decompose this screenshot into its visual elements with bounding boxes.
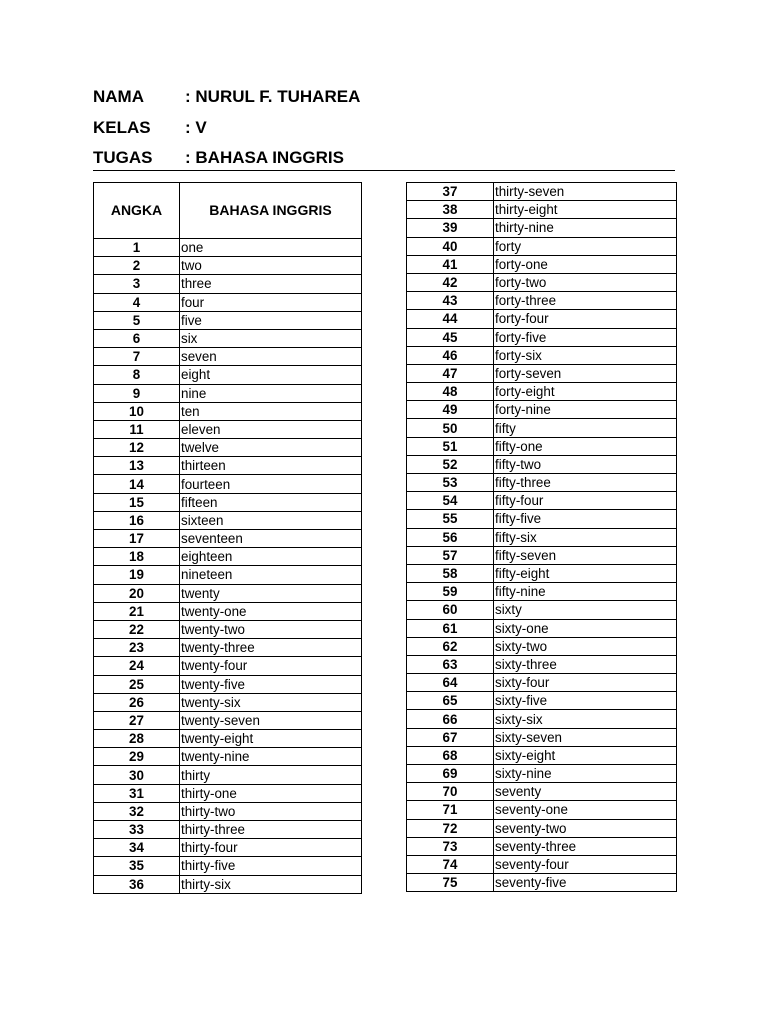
table-row (94, 693, 362, 711)
number-cell: 62 (407, 637, 494, 655)
number-cell: 51 (407, 437, 494, 455)
number-cell: 38 (407, 201, 494, 219)
english-word-cell: twenty-nine (180, 748, 362, 766)
english-word-cell: sixty-six (494, 710, 677, 728)
table-row (407, 346, 677, 364)
number-cell: 61 (407, 619, 494, 637)
number-cell: 59 (407, 583, 494, 601)
english-word-cell: fifty-four (494, 492, 677, 510)
number-cell: 58 (407, 564, 494, 582)
table-row (94, 275, 362, 293)
english-word-cell: twenty-seven (180, 711, 362, 729)
numbers-table-left (93, 182, 362, 894)
english-word-cell: forty-two (494, 273, 677, 291)
table-row (407, 219, 677, 237)
number-cell: 9 (94, 384, 180, 402)
number-cell: 24 (94, 657, 180, 675)
english-word-cell: fifty-eight (494, 564, 677, 582)
english-word-cell: sixty-seven (494, 728, 677, 746)
table-row (407, 510, 677, 528)
number-cell: 63 (407, 655, 494, 673)
number-cell: 54 (407, 492, 494, 510)
english-word-cell: seventy-four (494, 855, 677, 873)
number-cell: 44 (407, 310, 494, 328)
table-row (407, 455, 677, 473)
english-word-cell: twenty-one (180, 602, 362, 620)
number-cell: 42 (407, 273, 494, 291)
number-cell: 64 (407, 674, 494, 692)
english-word-cell: thirty-six (180, 875, 362, 893)
table-row (94, 548, 362, 566)
table-row (407, 328, 677, 346)
table-row (407, 837, 677, 855)
table-row (94, 420, 362, 438)
english-word-cell: sixty-two (494, 637, 677, 655)
table-row (407, 619, 677, 637)
number-cell: 71 (407, 801, 494, 819)
english-word-cell: forty-six (494, 346, 677, 364)
english-word-cell: fifty-nine (494, 583, 677, 601)
table-row (94, 402, 362, 420)
table-row (94, 329, 362, 347)
table-row (407, 474, 677, 492)
english-word-cell: eight (180, 366, 362, 384)
number-cell: 69 (407, 765, 494, 783)
english-word-cell: nineteen (180, 566, 362, 584)
english-word-cell: forty (494, 237, 677, 255)
english-word-cell: forty-nine (494, 401, 677, 419)
table-row (94, 857, 362, 875)
table-row (407, 746, 677, 764)
table-row (94, 657, 362, 675)
number-cell: 1 (94, 239, 180, 257)
number-cell: 49 (407, 401, 494, 419)
number-cell: 66 (407, 710, 494, 728)
tugas-value: : BAHASA INGGRIS (185, 148, 344, 167)
number-cell: 2 (94, 257, 180, 275)
table-row (94, 784, 362, 802)
number-cell: 12 (94, 439, 180, 457)
number-cell: 56 (407, 528, 494, 546)
number-cell: 18 (94, 548, 180, 566)
number-cell: 46 (407, 346, 494, 364)
number-cell: 65 (407, 692, 494, 710)
number-cell: 10 (94, 402, 180, 420)
english-word-cell: sixty-three (494, 655, 677, 673)
number-cell: 6 (94, 329, 180, 347)
header-divider (93, 170, 675, 171)
english-word-cell: twenty (180, 584, 362, 602)
number-cell: 74 (407, 855, 494, 873)
english-word-cell: fifty-five (494, 510, 677, 528)
english-word-cell: twenty-five (180, 675, 362, 693)
number-cell: 32 (94, 802, 180, 820)
table-row (94, 730, 362, 748)
table-row (407, 601, 677, 619)
table-row (407, 783, 677, 801)
table-row (407, 401, 677, 419)
table-row (94, 584, 362, 602)
table-row (94, 602, 362, 620)
table-row (94, 311, 362, 329)
number-cell: 23 (94, 639, 180, 657)
english-word-cell: four (180, 293, 362, 311)
table-row (94, 839, 362, 857)
kelas-label: KELAS (93, 118, 151, 137)
table-row (407, 492, 677, 510)
number-cell: 75 (407, 874, 494, 892)
english-word-cell: forty-three (494, 292, 677, 310)
english-word-cell: ten (180, 402, 362, 420)
table-header-row (94, 183, 362, 239)
number-cell: 16 (94, 511, 180, 529)
english-word-cell: eighteen (180, 548, 362, 566)
table-row (94, 821, 362, 839)
number-cell: 37 (407, 183, 494, 201)
english-word-cell: three (180, 275, 362, 293)
table-row (407, 292, 677, 310)
table-row (94, 257, 362, 275)
number-cell: 27 (94, 711, 180, 729)
number-cell: 67 (407, 728, 494, 746)
number-cell: 30 (94, 766, 180, 784)
english-word-cell: twenty-three (180, 639, 362, 657)
number-cell: 36 (94, 875, 180, 893)
english-word-cell: thirty-seven (494, 183, 677, 201)
number-cell: 4 (94, 293, 180, 311)
table-row (407, 183, 677, 201)
numbers-table-right (406, 182, 677, 892)
english-word-cell: forty-seven (494, 364, 677, 382)
english-word-cell: seventy-one (494, 801, 677, 819)
english-word-cell: eleven (180, 420, 362, 438)
english-word-cell: five (180, 311, 362, 329)
english-word-cell: twelve (180, 439, 362, 457)
table-row (94, 711, 362, 729)
english-word-cell: sixty-five (494, 692, 677, 710)
number-cell: 19 (94, 566, 180, 584)
english-word-cell: twenty-six (180, 693, 362, 711)
table-row (407, 383, 677, 401)
english-word-cell: thirty-three (180, 821, 362, 839)
table-row (94, 802, 362, 820)
english-word-cell: fifty-six (494, 528, 677, 546)
table-row (407, 728, 677, 746)
english-word-cell: fifty (494, 419, 677, 437)
number-cell: 40 (407, 237, 494, 255)
english-word-cell: fifteen (180, 493, 362, 511)
table-row (94, 766, 362, 784)
number-cell: 43 (407, 292, 494, 310)
table-row (407, 364, 677, 382)
english-word-cell: fifty-three (494, 474, 677, 492)
english-word-cell: thirty-nine (494, 219, 677, 237)
table-row (407, 637, 677, 655)
number-cell: 47 (407, 364, 494, 382)
table-row (94, 748, 362, 766)
english-word-cell: seventy-three (494, 837, 677, 855)
nama-label: NAMA (93, 87, 144, 106)
number-cell: 35 (94, 857, 180, 875)
english-word-cell: one (180, 239, 362, 257)
table-body-left (94, 239, 362, 894)
table-row (407, 310, 677, 328)
english-word-cell: thirteen (180, 457, 362, 475)
number-cell: 73 (407, 837, 494, 855)
number-cell: 48 (407, 383, 494, 401)
english-word-cell: sixty (494, 601, 677, 619)
column-header-bahasa: BAHASA INGGRIS (180, 183, 362, 239)
english-word-cell: sixty-eight (494, 746, 677, 764)
number-cell: 22 (94, 620, 180, 638)
number-cell: 55 (407, 510, 494, 528)
english-word-cell: thirty-one (180, 784, 362, 802)
english-word-cell: thirty (180, 766, 362, 784)
table-row (94, 620, 362, 638)
english-word-cell: fifty-one (494, 437, 677, 455)
table-row (94, 875, 362, 893)
table-row (407, 710, 677, 728)
number-cell: 41 (407, 255, 494, 273)
english-word-cell: six (180, 329, 362, 347)
english-word-cell: thirty-two (180, 802, 362, 820)
table-row (94, 293, 362, 311)
table-row (407, 255, 677, 273)
english-word-cell: sixty-one (494, 619, 677, 637)
english-word-cell: seventeen (180, 530, 362, 548)
number-cell: 33 (94, 821, 180, 839)
number-cell: 72 (407, 819, 494, 837)
table-row (94, 457, 362, 475)
table-body-right (407, 183, 677, 892)
english-word-cell: thirty-four (180, 839, 362, 857)
english-word-cell: thirty-five (180, 857, 362, 875)
english-word-cell: two (180, 257, 362, 275)
table-row (407, 655, 677, 673)
number-cell: 50 (407, 419, 494, 437)
english-word-cell: sixteen (180, 511, 362, 529)
table-row (407, 419, 677, 437)
number-cell: 17 (94, 530, 180, 548)
number-cell: 20 (94, 584, 180, 602)
kelas-value: : V (185, 118, 207, 137)
table-row (94, 439, 362, 457)
number-cell: 31 (94, 784, 180, 802)
english-word-cell: seventy-five (494, 874, 677, 892)
table-row (407, 273, 677, 291)
english-word-cell: twenty-two (180, 620, 362, 638)
table-row (407, 692, 677, 710)
table-row (407, 583, 677, 601)
table-row (94, 366, 362, 384)
number-cell: 34 (94, 839, 180, 857)
english-word-cell: twenty-eight (180, 730, 362, 748)
table-row (407, 528, 677, 546)
table-row (407, 674, 677, 692)
number-cell: 7 (94, 348, 180, 366)
tugas-label: TUGAS (93, 148, 153, 167)
english-word-cell: twenty-four (180, 657, 362, 675)
table-row (94, 493, 362, 511)
table-row (94, 475, 362, 493)
number-cell: 21 (94, 602, 180, 620)
english-word-cell: fourteen (180, 475, 362, 493)
number-cell: 53 (407, 474, 494, 492)
table-row (407, 874, 677, 892)
english-word-cell: thirty-eight (494, 201, 677, 219)
number-cell: 60 (407, 601, 494, 619)
nama-value: : NURUL F. TUHAREA (185, 87, 361, 106)
number-cell: 25 (94, 675, 180, 693)
english-word-cell: sixty-four (494, 674, 677, 692)
english-word-cell: fifty-seven (494, 546, 677, 564)
table-row (407, 546, 677, 564)
english-word-cell: sixty-nine (494, 765, 677, 783)
english-word-cell: forty-eight (494, 383, 677, 401)
table-row (407, 801, 677, 819)
english-word-cell: seven (180, 348, 362, 366)
table-row (94, 239, 362, 257)
table-row (407, 819, 677, 837)
number-cell: 11 (94, 420, 180, 438)
number-cell: 15 (94, 493, 180, 511)
number-cell: 29 (94, 748, 180, 766)
number-cell: 14 (94, 475, 180, 493)
english-word-cell: seventy (494, 783, 677, 801)
number-cell: 13 (94, 457, 180, 475)
english-word-cell: forty-five (494, 328, 677, 346)
table-row (94, 566, 362, 584)
number-cell: 68 (407, 746, 494, 764)
table-row (94, 675, 362, 693)
english-word-cell: seventy-two (494, 819, 677, 837)
number-cell: 28 (94, 730, 180, 748)
table-row (94, 530, 362, 548)
number-cell: 26 (94, 693, 180, 711)
number-cell: 5 (94, 311, 180, 329)
english-word-cell: forty-four (494, 310, 677, 328)
number-cell: 8 (94, 366, 180, 384)
number-cell: 70 (407, 783, 494, 801)
number-cell: 52 (407, 455, 494, 473)
english-word-cell: forty-one (494, 255, 677, 273)
table-row (407, 855, 677, 873)
table-row (407, 437, 677, 455)
table-row (407, 564, 677, 582)
table-row (94, 348, 362, 366)
table-row (94, 639, 362, 657)
table-row (407, 201, 677, 219)
english-word-cell: nine (180, 384, 362, 402)
table-row (94, 511, 362, 529)
table-row (94, 384, 362, 402)
english-word-cell: fifty-two (494, 455, 677, 473)
number-cell: 45 (407, 328, 494, 346)
table-row (407, 765, 677, 783)
table-row (407, 237, 677, 255)
number-cell: 39 (407, 219, 494, 237)
number-cell: 57 (407, 546, 494, 564)
number-cell: 3 (94, 275, 180, 293)
column-header-angka: ANGKA (94, 183, 180, 239)
